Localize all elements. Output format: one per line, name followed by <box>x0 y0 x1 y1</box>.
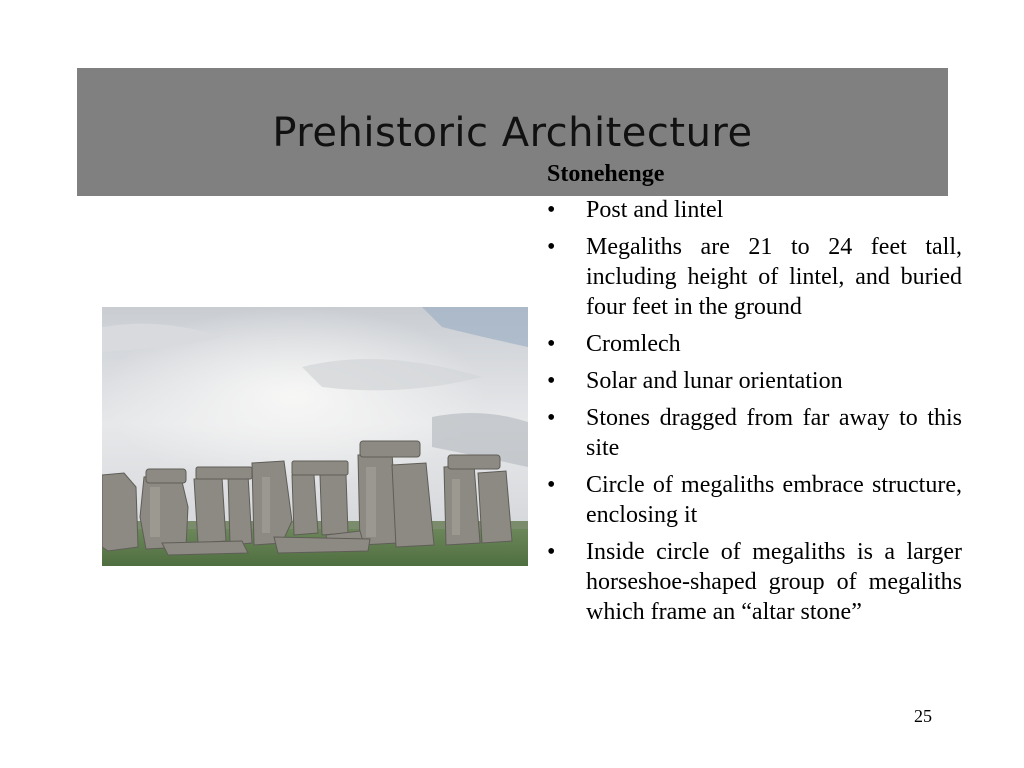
list-item <box>547 537 962 627</box>
list-item <box>547 232 962 322</box>
section-subtitle: Stonehenge <box>547 161 665 187</box>
bullet-text: Cromlech <box>586 331 681 357</box>
bullet-text: Megaliths are 21 to 24 feet tall, including height of lintel, and buried four feet in the ground <box>586 234 962 320</box>
bullet-list <box>547 195 962 627</box>
list-item <box>547 403 962 463</box>
bullet-icon: • <box>547 197 556 223</box>
list-item <box>547 470 962 530</box>
list-item <box>547 195 962 225</box>
content-panel <box>547 158 962 634</box>
bullet-text: Solar and lunar orientation <box>586 368 843 394</box>
page-number: 25 <box>914 706 932 726</box>
stonehenge-photo <box>102 307 528 566</box>
bullet-icon: • <box>547 368 556 394</box>
bullet-icon: • <box>547 472 556 498</box>
bullet-text: Stones dragged from far away to this site <box>586 405 962 461</box>
list-item <box>547 366 962 396</box>
bullet-text: Circle of megaliths embrace structure, enclosing it <box>586 472 962 528</box>
bullet-icon: • <box>547 331 556 357</box>
bullet-icon: • <box>547 539 556 565</box>
bullet-icon: • <box>547 234 556 260</box>
bullet-icon: • <box>547 405 556 431</box>
slide-title: Prehistoric Architecture <box>272 110 753 156</box>
list-item <box>547 329 962 359</box>
bullet-text: Inside circle of megaliths is a larger horseshoe-shaped group of megaliths which frame an “altar stone” <box>586 539 962 625</box>
bullet-text: Post and lintel <box>586 197 724 223</box>
